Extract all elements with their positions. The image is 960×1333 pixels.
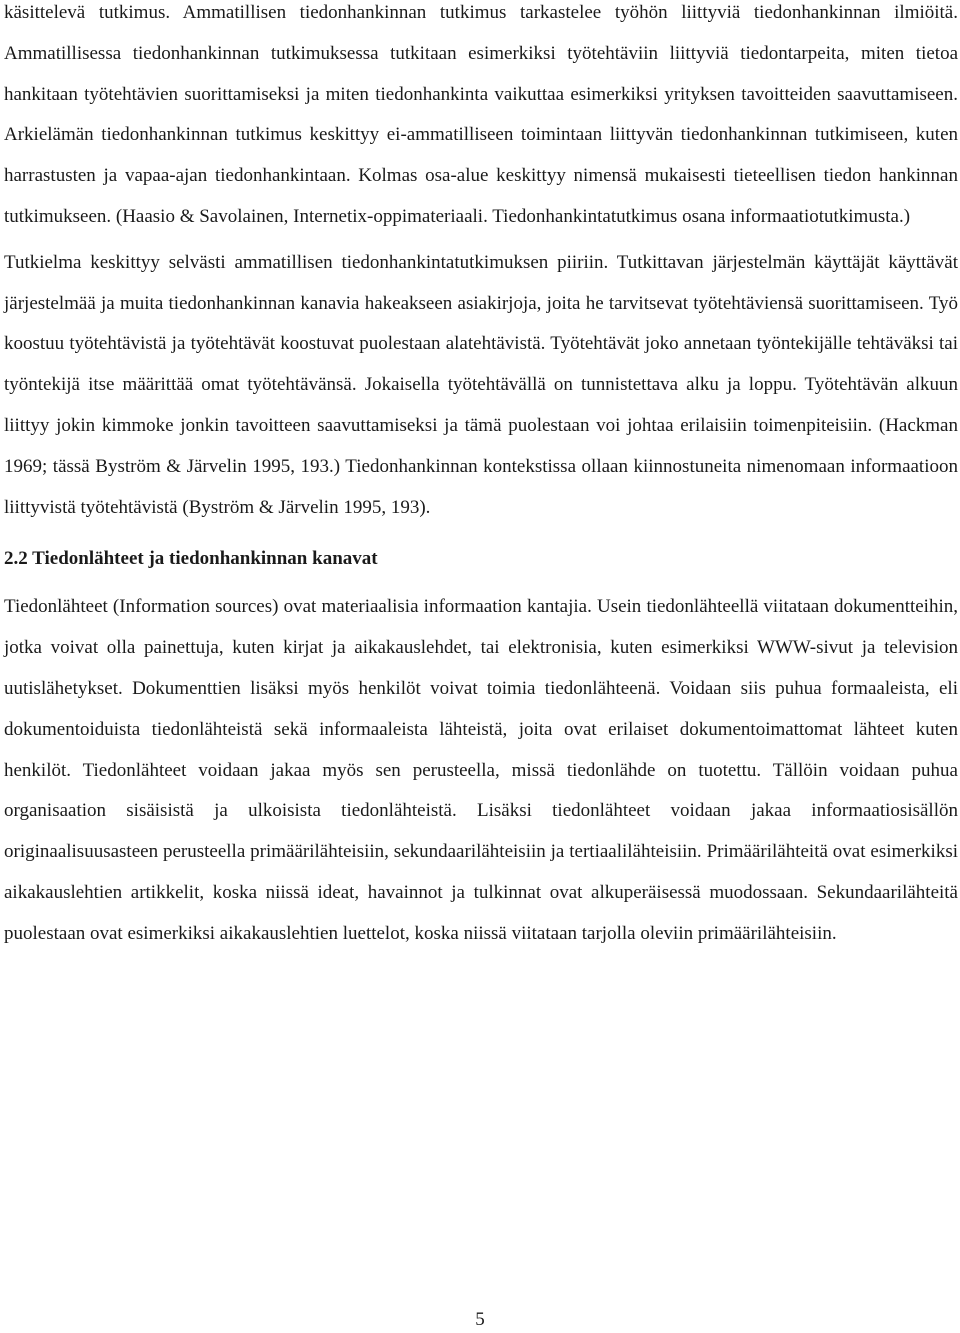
paragraph-work-tasks: Tutkielma keskittyy selvästi ammatillisen tiedonhankintatutkimuksen piiriin. Tutkittavan järjestelmän käyttäjät käyttävät järjestelmää ja muita tiedonhankinnan kanavia hakeakseen asiakirjoja, joita he tarvitsevat työtehtäviensä suorittamiseen. Työ koostuu työtehtävistä ja työtehtävät koostuvat puolestaan alatehtävistä. Työtehtävät joko annetaan työntekijälle tehtäväksi tai työntekijä itse määrittää omat työtehtävänsä. Jokaisella työtehtävällä on tunnistettava alku ja loppu. Työtehtävän alkuun liittyy jokin kimmoke jonkin tavoitteen saavuttamiseksi ja tämä puolestaan voi johtaa erilaisiin toimenpiteisiin. (Hackman 1969; tässä Byström & Järvelin 1995, 193.) Tiedonhankinnan kontekstissa ollaan kiinnostuneita nimenomaan informaatioon liittyvistä työtehtävistä (Byström & Järvelin 1995, 193). (4, 251, 958, 518)
page-number: 5 (475, 1309, 485, 1330)
paragraph-information-sources: Tiedonlähteet (Information sources) ovat materiaalisia informaation kantajia. Usein tiedonlähteellä viitataan dokumentteihin, jotka voivat olla painettuja, kuten kirjat ja aikakauslehdet, tai elektronisia, kuten esimerkiksi WWW-sivut ja television uutislähetykset. Dokumenttien lisäksi myös henkilöt voivat toimia tiedonlähteenä. Voidaan siis puhua formaaleista, eli dokumentoiduista tiedonlähteistä sekä informaaleista lähteistä, joita ovat erilaiset dokumentoimattomat lähteet kuten henkilöt. Tiedonlähteet voidaan jakaa myös sen perusteella, missä tiedonlähde on tuotettu. Tällöin voidaan puhua organisaation sisäisistä ja ulkoisista tiedonlähteistä. Lisäksi tiedonlähteet voidaan jakaa informaatiosisällön originaalisuusasteen perusteella primäärilähteisiin, sekundaarilähteisiin ja tertiaalilähteisiin. Primäärilähteitä ovat esimerkiksi aikakauslehtien artikkelit, koska niissä ideat, havainnot ja tulkinnat ovat alkuperäisessä muodossaan. Sekundaarilähteitä puolestaan ovat esimerkiksi aikakauslehtien luettelot, koska niissä viitataan tarjolla oleviin primäärilähteisiin. (4, 596, 958, 944)
paragraph-information-seeking-research: käsittelevä tutkimus. Ammatillisen tiedonhankinnan tutkimus tarkastelee työhön liittyviä tiedonhankinnan ilmiöitä. Ammatillisessa tiedonhankinnan tutkimuksessa tutkitaan esimerkiksi työtehtäviin liittyviä tiedontarpeita, miten tietoa hankitaan työtehtävien suorittamiseksi ja miten tiedonhankinta vaikuttaa esimerkiksi yrityksen tavoitteiden saavuttamiseen. Arkielämän tiedonhankinnan tutkimus keskittyy ei-ammatilliseen toimintaan liittyvän tiedonhankinnan tutkimiseen, kuten harrastusten ja vapaa-ajan tiedonhankintaan. Kolmas osa-alue keskittyy nimensä mukaisesti tieteellisen tiedon hankinnan tutkimukseen. (Haasio & Savolainen, Internetix-oppimateriaali. Tiedonhankintatutkimus osana informaatiotutkimusta.) (4, 2, 958, 227)
section-heading: 2.2 Tiedonlähteet ja tiedonhankinnan kanavat (4, 548, 378, 570)
document-page (4, 0, 958, 955)
